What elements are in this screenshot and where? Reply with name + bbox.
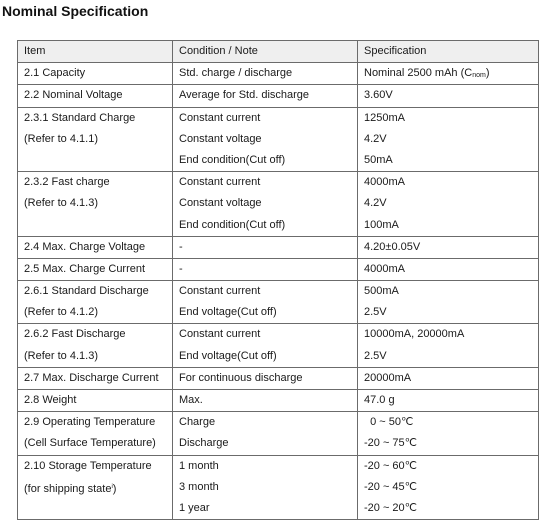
item-cell <box>18 63 173 85</box>
specification-cell-line: -20 ~ 20℃ <box>364 501 418 514</box>
item-cell-line: 2.2 Nominal Voltage <box>24 89 123 102</box>
specification-cell <box>358 412 539 455</box>
item-cell <box>18 107 173 172</box>
specification-cell <box>358 63 539 85</box>
specification-cell-line: 1250mA <box>364 111 405 124</box>
condition-cell-line: Max. <box>179 394 203 407</box>
item-cell <box>18 172 173 237</box>
condition-cell <box>173 367 358 389</box>
condition-cell <box>173 85 358 107</box>
item-cell-line: 2.10 Storage Temperature <box>24 459 152 472</box>
specification-cell <box>358 236 539 258</box>
specification-cell-line: 50mA <box>364 153 393 166</box>
header-specification: Specification <box>358 41 539 63</box>
specification-cell-line: 4000mA <box>364 262 405 275</box>
condition-cell-line: - <box>179 262 183 275</box>
specification-cell-line: -20 ~ 60℃ <box>364 459 418 472</box>
table-row <box>18 85 539 107</box>
condition-cell-line: Average for Std. discharge <box>179 89 310 102</box>
table-row <box>18 412 539 455</box>
item-cell-line: (Refer to 4.1.1) <box>24 132 98 145</box>
table-row <box>18 107 539 172</box>
header-condition: Condition / Note <box>173 41 358 63</box>
specification-cell-line: 500mA <box>364 285 399 298</box>
item-cell <box>18 258 173 280</box>
condition-cell-line: End voltage(Cut off) <box>179 306 277 319</box>
specification-cell <box>358 107 539 172</box>
specification-cell <box>358 455 539 520</box>
item-cell-line: 2.8 Weight <box>24 394 77 407</box>
item-cell-line: 2.6.2 Fast Discharge <box>24 328 126 341</box>
specification-cell <box>358 367 539 389</box>
specification-cell-line: 20000mA <box>364 371 412 384</box>
specification-cell-line: 0 ~ 50℃ <box>364 416 414 429</box>
item-cell-line: 2.6.1 Standard Discharge <box>24 285 149 298</box>
condition-cell-line: For continuous discharge <box>179 371 303 384</box>
capacity-subscript: nom <box>472 72 486 80</box>
specification-cell-line: 10000mA, 20000mA <box>364 328 465 341</box>
item-cell <box>18 236 173 258</box>
item-cell <box>18 367 173 389</box>
condition-cell <box>173 281 358 324</box>
condition-cell-line: End condition(Cut off) <box>179 153 286 166</box>
specification-cell-line: 100mA <box>364 218 399 231</box>
specification-cell <box>358 324 539 367</box>
condition-cell-line: Charge <box>179 416 216 429</box>
item-cell <box>18 412 173 455</box>
table-row <box>18 63 539 85</box>
specification-cell-line: Nominal 2500 mAh $(C_{nom})$ <box>364 67 490 80</box>
table-row <box>18 455 539 520</box>
item-cell-line <box>24 150 166 171</box>
condition-cell-line: Constant voltage <box>179 132 262 145</box>
condition-cell <box>173 390 358 412</box>
footnote-marker: i <box>111 483 113 490</box>
item-cell-line: 2.9 Operating Temperature <box>24 416 156 429</box>
condition-cell-line: Constant current <box>179 176 261 189</box>
specification-cell-line: 2.5V <box>364 306 387 319</box>
item-cell <box>18 390 173 412</box>
condition-cell-line: - <box>179 240 183 253</box>
header-item: Item <box>18 41 173 63</box>
condition-cell-line: Constant voltage <box>179 197 262 210</box>
condition-cell <box>173 258 358 280</box>
item-cell-line: 2.5 Max. Charge Current <box>24 262 146 275</box>
specification-cell <box>358 85 539 107</box>
condition-cell-line: End condition(Cut off) <box>179 218 286 231</box>
condition-cell <box>173 412 358 455</box>
specification-cell-line: -20 ~ 75℃ <box>364 437 418 450</box>
specification-cell <box>358 172 539 237</box>
table-row <box>18 172 539 237</box>
condition-cell-line: 3 month <box>179 480 219 493</box>
specification-cell-line: 2.5V <box>364 349 387 362</box>
condition-cell-line: 1 month <box>179 459 219 472</box>
condition-cell-line: Constant current <box>179 111 261 124</box>
table-row <box>18 367 539 389</box>
specification-cell-line: 4.20±0.05V <box>364 240 421 253</box>
table-row <box>18 324 539 367</box>
condition-cell-line: Std. charge / discharge <box>179 67 293 80</box>
item-cell-line: (for shipping state$^i$) <box>24 482 117 495</box>
specification-cell <box>358 281 539 324</box>
condition-cell-line: Constant current <box>179 285 261 298</box>
item-cell-line: 2.3.2 Fast charge <box>24 176 110 189</box>
specification-cell-line: 4.2V <box>364 132 387 145</box>
condition-cell-line: Discharge <box>179 437 229 450</box>
item-cell-line: (Cell Surface Temperature) <box>24 437 156 450</box>
item-cell <box>18 324 173 367</box>
table-row <box>18 258 539 280</box>
item-cell <box>18 281 173 324</box>
item-cell-line: 2.3.1 Standard Charge <box>24 111 136 124</box>
condition-cell <box>173 172 358 237</box>
specification-cell-line: 47.0 g <box>364 394 395 407</box>
table-row <box>18 281 539 324</box>
condition-cell <box>173 107 358 172</box>
specification-cell-line: 4.2V <box>364 197 387 210</box>
table-row <box>18 236 539 258</box>
item-cell-line: (Refer to 4.1.3) <box>24 197 98 210</box>
page-title: Nominal Specification <box>2 3 149 19</box>
item-cell-line: 2.7 Max. Discharge Current <box>24 371 159 384</box>
item-cell <box>18 85 173 107</box>
condition-cell <box>173 236 358 258</box>
table-row <box>18 390 539 412</box>
condition-cell <box>173 455 358 520</box>
condition-cell <box>173 63 358 85</box>
condition-cell-line: 1 year <box>179 501 210 514</box>
item-cell-line: 2.4 Max. Charge Voltage <box>24 240 146 253</box>
item-cell-line: 2.1 Capacity <box>24 67 86 80</box>
nominal-specification-table <box>17 40 539 520</box>
condition-cell-line: End voltage(Cut off) <box>179 349 277 362</box>
specification-cell-line: -20 ~ 45℃ <box>364 480 418 493</box>
specification-cell <box>358 258 539 280</box>
item-cell-line: (Refer to 4.1.2) <box>24 306 98 319</box>
item-cell-line <box>24 498 166 519</box>
item-cell-line <box>24 215 166 236</box>
specification-cell-line: 4000mA <box>364 176 405 189</box>
item-cell-line: (Refer to 4.1.3) <box>24 349 98 362</box>
condition-cell <box>173 324 358 367</box>
condition-cell-line: Constant current <box>179 328 261 341</box>
specification-cell <box>358 390 539 412</box>
specification-cell-line: 3.60V <box>364 89 393 102</box>
item-cell <box>18 455 173 520</box>
table-header-row <box>18 41 539 63</box>
